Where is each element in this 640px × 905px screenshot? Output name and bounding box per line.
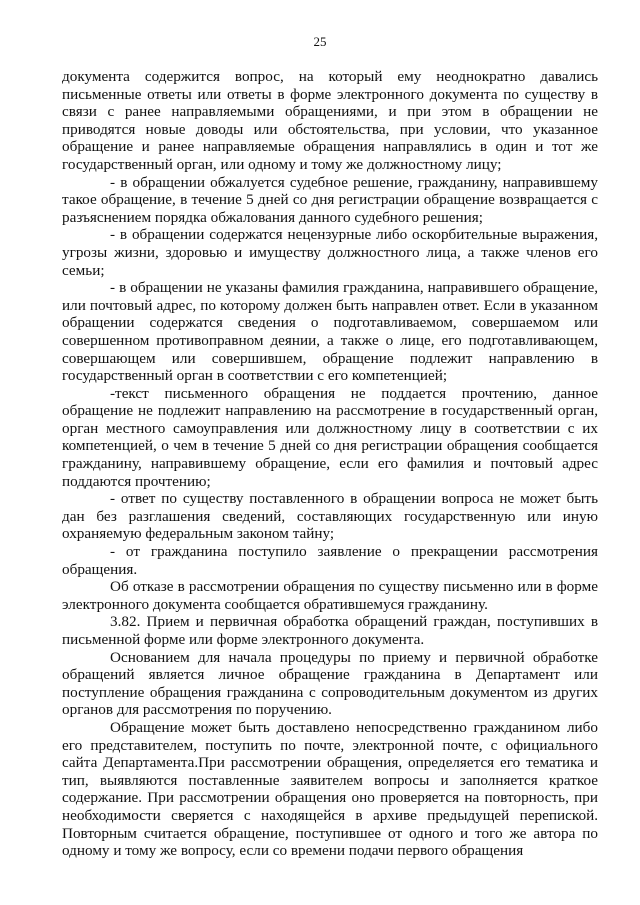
paragraph-refusal-notice: Об отказе в рассмотрении обращения по существу письменно или в форме электронного документа сообщается обратившемуся гражданину. [62, 578, 598, 613]
page-number: 25 [313, 34, 327, 49]
paragraph-withdrawal: - от гражданина поступило заявление о прекращении рассмотрения обращения. [62, 543, 598, 578]
paragraph-continuation: документа содержится вопрос, на который ему неоднократно давались письменные ответы или ответы в форме электронного документа по существу в связи с ранее направляемыми обращениями, и при этом в обращении не приводятся новые доводы или обстоятельства, при условии, что указанное обращение и ранее направляемые обращения направлялись в один и тот же государственный орган, или одному и тому же должностному лицу; [62, 68, 598, 173]
paragraph-delivery: Обращение может быть доставлено непосредственно гражданином либо его представителем, поступить по почте, электронной почте, с официального сайта Департамента.При рассмотрении обращения, определяется его тематика и тип, выявляются поставленные заявителем вопросы и заполняется краткое содержание. При рассмотрении обращения оно проверяется на повторность, при необходимости сверяется с находящейся в архиве предыдущей перепиской. Повторным считается обращение, поступившее от одного и того же автора по одному и тому же вопросу, если со времени подачи первого обращения [62, 718, 598, 860]
paragraph-no-name-address: - в обращении не указаны фамилия гражданина, направившего обращение, или почтовый адрес, по которому должен быть направлен ответ. Если в указанном обращении содержатся сведения о подготавливаемом, совершаемом или совершенном противоправном деянии, а также о лице, его подготавливающем, совершающем или совершившем, обращение подлежит направлению в государственный орган в соответствии с его компетенцией; [62, 279, 598, 385]
paragraph-unreadable-text: -текст письменного обращения не поддается прочтению, данное обращение не подлежит направлению на рассмотрение в государственный орган, орган местного самоуправления или должностному лицу в соответствии с их компетенцией, о чем в течение 5 дней со дня регистрации обращения сообщается гражданину, направившему обращение, если его фамилия и почтовый адрес поддаются прочтению; [62, 384, 598, 490]
paragraph-grounds: Основанием для начала процедуры по приему и первичной обработке обращений является личное обращение гражданина в Департамент или поступление обращения гражданина с сопроводительным документом из других органов для рассмотрения по поручению. [62, 648, 598, 719]
paragraph-state-secret: - ответ по существу поставленного в обращении вопроса не может быть дан без разглашения сведений, составляющих государственную или иную охраняемую федеральным законом тайну; [62, 490, 598, 543]
section-heading-3-82: 3.82. Прием и первичная обработка обращений граждан, поступивших в письменной форме или форме электронного документа. [62, 613, 598, 648]
paragraph-court-decision: - в обращении обжалуется судебное решение, гражданину, направившему такое обращение, в течение 5 дней со дня регистрации обращение возвращается с разъяснением порядка обжалования данного судебного решения; [62, 173, 598, 226]
paragraph-offensive-language: - в обращении содержатся нецензурные либо оскорбительные выражения, угрозы жизни, здоровью и имуществу должностного лица, а также членов его семьи; [62, 226, 598, 279]
document-body [62, 68, 598, 860]
